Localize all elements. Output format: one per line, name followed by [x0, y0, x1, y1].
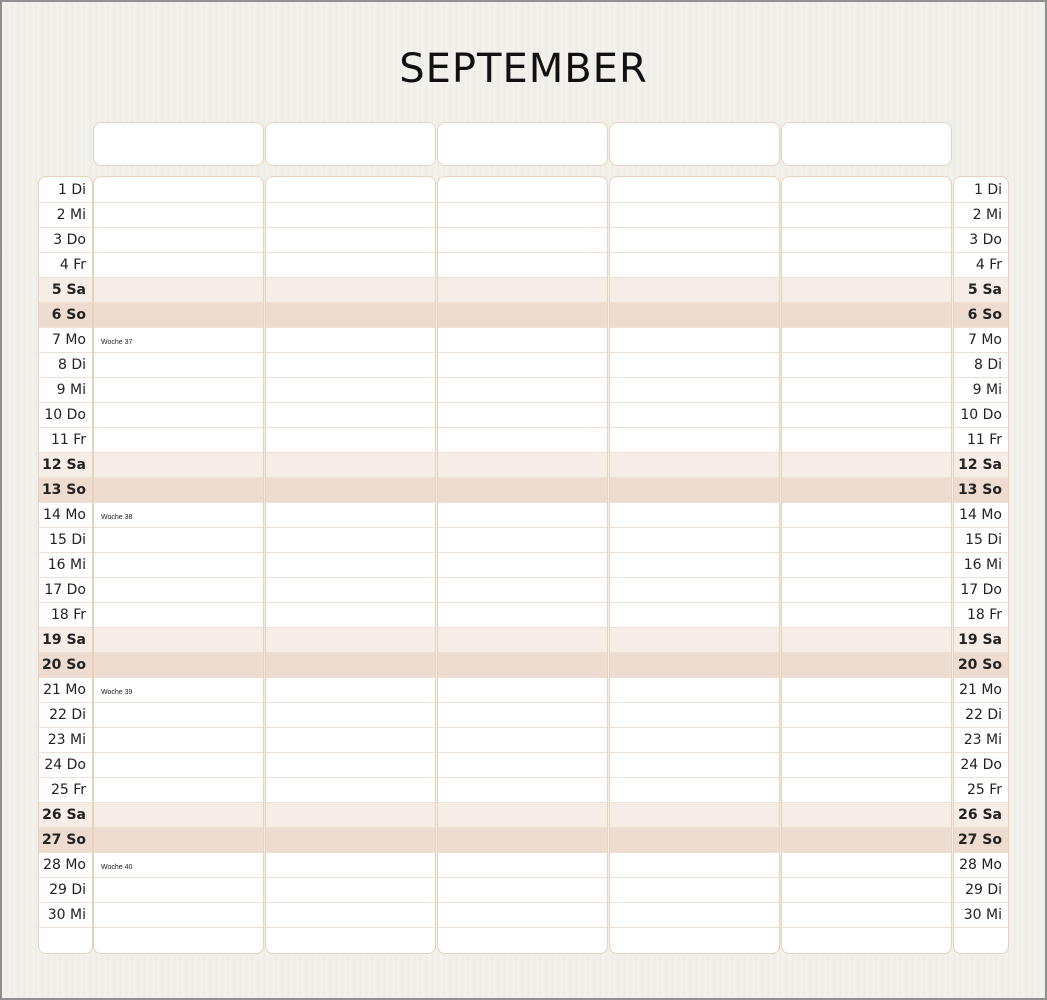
day-row: [39, 228, 92, 253]
day-row[interactable]: [782, 428, 951, 453]
day-label: 14 Mo: [959, 507, 1002, 523]
day-row: [39, 353, 92, 378]
day-label: 11 Fr: [50, 432, 86, 448]
day-row[interactable]: [266, 703, 435, 728]
day-row[interactable]: [438, 578, 607, 603]
day-row[interactable]: [266, 303, 435, 328]
day-row[interactable]: [782, 878, 951, 903]
day-row[interactable]: [782, 528, 951, 553]
day-label: 4 Fr: [59, 257, 86, 273]
day-row[interactable]: [266, 453, 435, 478]
day-row[interactable]: [438, 828, 607, 853]
day-row[interactable]: [782, 703, 951, 728]
day-row[interactable]: [610, 253, 779, 278]
week-number-label: Woche 39: [101, 689, 133, 696]
day-row[interactable]: [610, 853, 779, 878]
day-row[interactable]: [266, 378, 435, 403]
day-row: [39, 903, 92, 928]
day-row[interactable]: [782, 828, 951, 853]
day-label: 20 So: [957, 657, 1002, 673]
day-row[interactable]: [438, 328, 607, 353]
day-row[interactable]: [782, 203, 951, 228]
day-row[interactable]: [610, 828, 779, 853]
day-row[interactable]: [610, 478, 779, 503]
day-label: 13 So: [41, 482, 86, 498]
day-row: [39, 178, 92, 203]
day-row[interactable]: [94, 328, 263, 353]
day-row: [954, 203, 1008, 228]
day-row[interactable]: [438, 353, 607, 378]
day-label: 26 Sa: [958, 807, 1002, 823]
day-row[interactable]: [610, 278, 779, 303]
day-row[interactable]: [266, 428, 435, 453]
day-row: [954, 328, 1008, 353]
day-row[interactable]: [782, 903, 951, 928]
day-row: [39, 753, 92, 778]
day-row: [39, 503, 92, 528]
day-row[interactable]: [610, 228, 779, 253]
day-row[interactable]: [266, 603, 435, 628]
day-row: [39, 428, 92, 453]
day-row[interactable]: [610, 528, 779, 553]
day-row[interactable]: [94, 403, 263, 428]
day-row[interactable]: [266, 478, 435, 503]
day-label: 29 Di: [965, 882, 1002, 898]
day-row[interactable]: [94, 528, 263, 553]
day-label: 10 Do: [960, 407, 1002, 423]
day-label: 2 Mi: [972, 207, 1002, 223]
day-row[interactable]: [610, 403, 779, 428]
day-label: 19 Sa: [42, 632, 86, 648]
day-row: [954, 678, 1008, 703]
day-label: 14 Mo: [43, 507, 86, 523]
day-row[interactable]: [94, 603, 263, 628]
day-row: [954, 378, 1008, 403]
day-row[interactable]: [94, 728, 263, 753]
day-row: [954, 553, 1008, 578]
day-row[interactable]: [94, 853, 263, 878]
day-row[interactable]: [94, 678, 263, 703]
day-row: [954, 728, 1008, 753]
member-name-field-2[interactable]: [265, 122, 436, 166]
day-row: [39, 578, 92, 603]
day-row: [39, 728, 92, 753]
day-row[interactable]: [438, 778, 607, 803]
day-label: 7 Mo: [51, 332, 86, 348]
day-row[interactable]: [266, 628, 435, 653]
day-row[interactable]: [610, 553, 779, 578]
day-row[interactable]: [610, 503, 779, 528]
day-row[interactable]: [266, 353, 435, 378]
member-column-2: [265, 176, 436, 954]
day-row[interactable]: [266, 903, 435, 928]
day-row: [954, 353, 1008, 378]
day-row[interactable]: [782, 653, 951, 678]
day-row: [954, 278, 1008, 303]
day-label: 28 Mo: [43, 857, 86, 873]
day-row[interactable]: [438, 203, 607, 228]
day-row[interactable]: [94, 903, 263, 928]
day-row[interactable]: [266, 228, 435, 253]
day-row: [954, 178, 1008, 203]
day-row[interactable]: [266, 503, 435, 528]
day-label: 15 Di: [49, 532, 86, 548]
day-row[interactable]: [266, 578, 435, 603]
day-row[interactable]: [94, 378, 263, 403]
day-row[interactable]: [266, 278, 435, 303]
day-row[interactable]: [782, 578, 951, 603]
day-row: [954, 853, 1008, 878]
day-row: [39, 378, 92, 403]
day-row[interactable]: [94, 278, 263, 303]
day-row: [39, 628, 92, 653]
day-row[interactable]: [610, 653, 779, 678]
day-row[interactable]: [610, 378, 779, 403]
day-label: 17 Do: [960, 582, 1002, 598]
day-row[interactable]: [94, 628, 263, 653]
day-row[interactable]: [94, 578, 263, 603]
day-row[interactable]: [94, 253, 263, 278]
day-label: 19 Sa: [958, 632, 1002, 648]
day-column-right: [953, 176, 1009, 954]
day-row[interactable]: [94, 353, 263, 378]
week-number-label: Woche 40: [101, 864, 133, 871]
day-label: 20 So: [41, 657, 86, 673]
day-row: [954, 578, 1008, 603]
member-name-field-5[interactable]: [781, 122, 952, 166]
day-row[interactable]: [610, 878, 779, 903]
day-row[interactable]: [266, 828, 435, 853]
day-row: [39, 253, 92, 278]
day-label: 13 So: [957, 482, 1002, 498]
day-row: [39, 528, 92, 553]
day-row: [39, 878, 92, 903]
day-row[interactable]: [782, 178, 951, 203]
day-row[interactable]: [610, 203, 779, 228]
day-row[interactable]: [782, 753, 951, 778]
day-row[interactable]: [438, 728, 607, 753]
member-column-3: [437, 176, 608, 954]
day-row[interactable]: [782, 353, 951, 378]
day-row[interactable]: [438, 378, 607, 403]
day-row: [954, 453, 1008, 478]
day-label: 12 Sa: [958, 457, 1002, 473]
day-row[interactable]: [782, 803, 951, 828]
day-row: [39, 828, 92, 853]
day-row: [954, 703, 1008, 728]
day-row[interactable]: [266, 728, 435, 753]
member-name-field-4[interactable]: [609, 122, 780, 166]
day-row: [39, 653, 92, 678]
day-row: [954, 803, 1008, 828]
day-row: [39, 453, 92, 478]
day-label: 9 Mi: [56, 382, 86, 398]
day-row[interactable]: [782, 853, 951, 878]
day-row[interactable]: [438, 803, 607, 828]
day-row[interactable]: [610, 628, 779, 653]
day-row[interactable]: [438, 278, 607, 303]
day-row[interactable]: [782, 478, 951, 503]
day-row[interactable]: [438, 853, 607, 878]
day-label: 30 Mi: [963, 907, 1002, 923]
day-label: 3 Do: [53, 232, 86, 248]
day-row[interactable]: [266, 203, 435, 228]
day-row[interactable]: [782, 453, 951, 478]
day-row[interactable]: [266, 528, 435, 553]
day-label: 23 Mi: [963, 732, 1002, 748]
day-row[interactable]: [266, 853, 435, 878]
member-column-1: [93, 176, 264, 954]
day-row[interactable]: [782, 503, 951, 528]
day-row[interactable]: [782, 278, 951, 303]
day-label: 16 Mi: [47, 557, 86, 573]
day-row: [954, 253, 1008, 278]
day-row[interactable]: [94, 778, 263, 803]
day-label: 5 Sa: [51, 282, 86, 298]
day-row: [954, 903, 1008, 928]
day-row[interactable]: [438, 678, 607, 703]
day-row[interactable]: [782, 403, 951, 428]
day-row: [39, 603, 92, 628]
day-label: 22 Di: [965, 707, 1002, 723]
member-column-4: [609, 176, 780, 954]
day-row[interactable]: [610, 703, 779, 728]
day-row: [954, 778, 1008, 803]
day-row[interactable]: [782, 553, 951, 578]
day-row: [954, 403, 1008, 428]
day-row[interactable]: [782, 778, 951, 803]
day-label: 11 Fr: [966, 432, 1002, 448]
day-row: [954, 753, 1008, 778]
day-label: 24 Do: [960, 757, 1002, 773]
day-row[interactable]: [782, 678, 951, 703]
day-row[interactable]: [266, 778, 435, 803]
day-row[interactable]: [266, 878, 435, 903]
day-row: [39, 203, 92, 228]
day-row: [954, 528, 1008, 553]
week-number-label: Woche 38: [101, 514, 133, 521]
day-row[interactable]: [610, 328, 779, 353]
week-number-label: Woche 37: [101, 339, 133, 346]
day-row: [954, 503, 1008, 528]
day-row: [954, 628, 1008, 653]
day-row[interactable]: [266, 653, 435, 678]
day-label: 28 Mo: [959, 857, 1002, 873]
day-label: 29 Di: [49, 882, 86, 898]
day-row: [39, 328, 92, 353]
day-row[interactable]: [610, 678, 779, 703]
day-row[interactable]: [438, 653, 607, 678]
member-column-5: [781, 176, 952, 954]
day-row[interactable]: [610, 353, 779, 378]
day-row[interactable]: [94, 653, 263, 678]
day-row[interactable]: [610, 728, 779, 753]
day-row[interactable]: [782, 628, 951, 653]
day-row: [39, 278, 92, 303]
day-row[interactable]: [438, 628, 607, 653]
day-row[interactable]: [438, 553, 607, 578]
day-row[interactable]: [610, 578, 779, 603]
day-row: [954, 653, 1008, 678]
day-row[interactable]: [610, 303, 779, 328]
day-label: 9 Mi: [972, 382, 1002, 398]
day-row[interactable]: [438, 428, 607, 453]
day-label: 10 Do: [44, 407, 86, 423]
day-label: 21 Mo: [959, 682, 1002, 698]
day-row[interactable]: [610, 603, 779, 628]
day-row[interactable]: [94, 453, 263, 478]
day-label: 23 Mi: [47, 732, 86, 748]
day-label: 4 Fr: [975, 257, 1002, 273]
day-row[interactable]: [438, 478, 607, 503]
day-label: 15 Di: [965, 532, 1002, 548]
day-row[interactable]: [438, 903, 607, 928]
day-row[interactable]: [782, 728, 951, 753]
day-label: 12 Sa: [42, 457, 86, 473]
day-label: 24 Do: [44, 757, 86, 773]
day-row[interactable]: [782, 228, 951, 253]
day-label: 18 Fr: [50, 607, 86, 623]
day-row[interactable]: [782, 328, 951, 353]
day-row[interactable]: [438, 253, 607, 278]
day-row[interactable]: [782, 378, 951, 403]
day-row[interactable]: [94, 178, 263, 203]
day-label: 1 Di: [973, 182, 1002, 198]
day-label: 25 Fr: [966, 782, 1002, 798]
day-row[interactable]: [94, 203, 263, 228]
day-row[interactable]: [94, 478, 263, 503]
day-row[interactable]: [610, 753, 779, 778]
day-row[interactable]: [94, 803, 263, 828]
day-label: 17 Do: [44, 582, 86, 598]
day-row[interactable]: [266, 328, 435, 353]
day-label: 16 Mi: [963, 557, 1002, 573]
day-row: [954, 828, 1008, 853]
day-row: [954, 478, 1008, 503]
day-row[interactable]: [266, 753, 435, 778]
day-label: 27 So: [41, 832, 86, 848]
day-row: [39, 303, 92, 328]
day-row[interactable]: [438, 753, 607, 778]
day-label: 25 Fr: [50, 782, 86, 798]
day-row[interactable]: [94, 703, 263, 728]
day-label: 1 Di: [57, 182, 86, 198]
day-column-left: [38, 176, 93, 954]
day-row[interactable]: [266, 678, 435, 703]
day-row: [39, 703, 92, 728]
day-row[interactable]: [782, 253, 951, 278]
day-row[interactable]: [438, 703, 607, 728]
day-row[interactable]: [266, 553, 435, 578]
day-label: 2 Mi: [56, 207, 86, 223]
member-name-field-3[interactable]: [437, 122, 608, 166]
day-row[interactable]: [94, 228, 263, 253]
day-row[interactable]: [438, 503, 607, 528]
day-row[interactable]: [610, 903, 779, 928]
day-label: 22 Di: [49, 707, 86, 723]
day-label: 7 Mo: [967, 332, 1002, 348]
day-label: 27 So: [957, 832, 1002, 848]
day-label: 21 Mo: [43, 682, 86, 698]
day-label: 8 Di: [973, 357, 1002, 373]
day-row[interactable]: [438, 303, 607, 328]
month-title: [2, 46, 1045, 92]
day-row[interactable]: [94, 753, 263, 778]
day-row[interactable]: [266, 803, 435, 828]
day-row[interactable]: [438, 528, 607, 553]
day-label: 6 So: [967, 307, 1002, 323]
day-label: 5 Sa: [967, 282, 1002, 298]
day-row[interactable]: [438, 403, 607, 428]
day-row: [954, 878, 1008, 903]
day-row[interactable]: [438, 228, 607, 253]
member-name-field-1[interactable]: [93, 122, 264, 166]
day-row[interactable]: [438, 178, 607, 203]
day-row: [954, 603, 1008, 628]
day-label: 6 So: [51, 307, 86, 323]
day-row[interactable]: [610, 178, 779, 203]
day-row[interactable]: [266, 253, 435, 278]
day-row[interactable]: [610, 453, 779, 478]
day-row[interactable]: [94, 503, 263, 528]
day-label: 30 Mi: [47, 907, 86, 923]
day-row: [954, 228, 1008, 253]
day-row[interactable]: [438, 878, 607, 903]
day-row[interactable]: [610, 428, 779, 453]
day-row: [39, 403, 92, 428]
day-row[interactable]: [94, 428, 263, 453]
day-label: 3 Do: [969, 232, 1002, 248]
day-row: [39, 478, 92, 503]
day-row[interactable]: [610, 778, 779, 803]
day-row: [39, 678, 92, 703]
day-label: 26 Sa: [42, 807, 86, 823]
day-row[interactable]: [266, 403, 435, 428]
day-label: 8 Di: [57, 357, 86, 373]
day-row[interactable]: [438, 603, 607, 628]
day-row[interactable]: [94, 878, 263, 903]
day-row[interactable]: [94, 303, 263, 328]
day-row: [39, 853, 92, 878]
day-row[interactable]: [782, 603, 951, 628]
day-row: [39, 803, 92, 828]
day-label: 18 Fr: [966, 607, 1002, 623]
day-row[interactable]: [266, 178, 435, 203]
day-row: [39, 778, 92, 803]
month-title-text: SEPTEMBER: [399, 46, 648, 92]
day-row[interactable]: [610, 803, 779, 828]
day-row: [39, 553, 92, 578]
day-row[interactable]: [782, 303, 951, 328]
day-row[interactable]: [94, 828, 263, 853]
day-row[interactable]: [94, 553, 263, 578]
day-row: [954, 428, 1008, 453]
day-row[interactable]: [438, 453, 607, 478]
day-row: [954, 303, 1008, 328]
